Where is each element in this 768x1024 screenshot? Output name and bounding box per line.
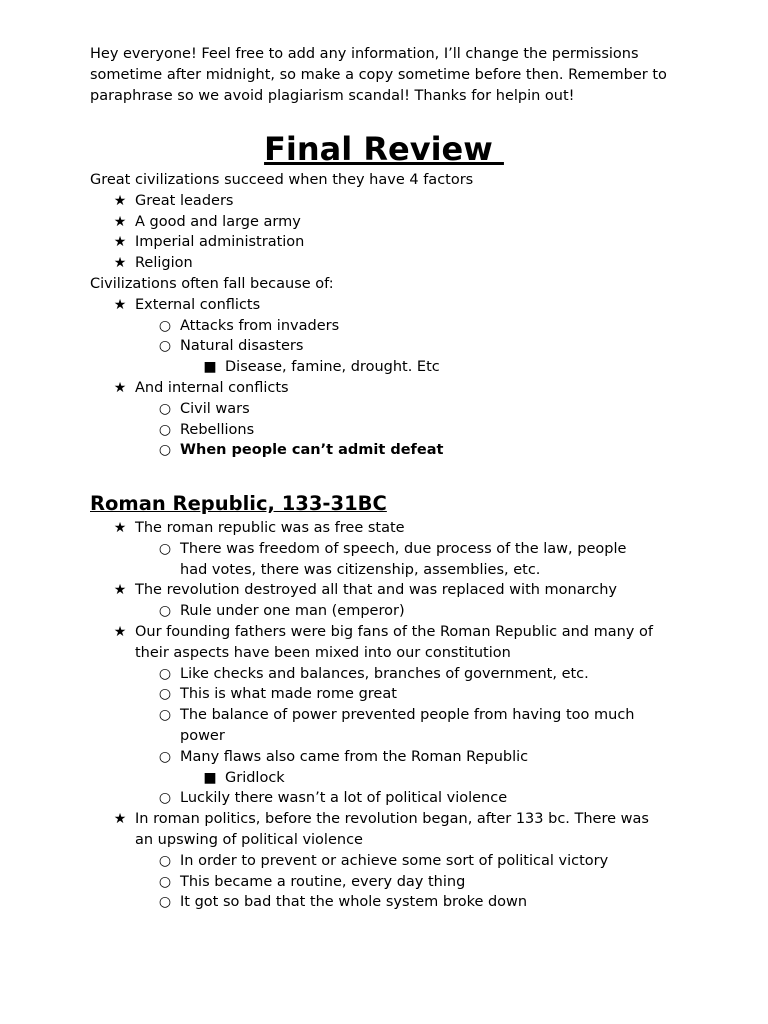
outline-item (90, 420, 690, 441)
outline-item-text: There was freedom of speech, due process of the law, people (180, 540, 627, 557)
outline-item-text: The revolution destroyed all that and was replaced with monarchy (135, 582, 618, 599)
circle-bullet-icon: ○ (158, 338, 172, 355)
outline-item-text: Many flaws also came from the Roman Republic (180, 748, 529, 765)
outline-item (90, 440, 690, 461)
outline-item-text: Civil wars (180, 400, 250, 417)
circle-bullet-icon: ○ (158, 400, 172, 417)
outline-item-text: In order to prevent or achieve some sort of political victory (180, 852, 609, 869)
outline-item-text: Natural disasters (180, 338, 304, 355)
outline-item (90, 539, 690, 560)
outline-item-text: When people can’t admit defeat (180, 442, 444, 459)
outline-item (90, 851, 690, 872)
outline-item-text: Disease, famine, drought. Etc (225, 359, 440, 376)
star-bullet-icon: ★ (113, 234, 127, 251)
outline-item-text: Rule under one man (emperor) (180, 603, 405, 620)
outline-item-text: Like checks and balances, branches of government, etc. (180, 665, 589, 682)
square-bullet-icon: ■ (203, 359, 217, 376)
outline-item-text: The roman republic was as free state (135, 520, 405, 536)
star-bullet-icon: ★ (113, 255, 127, 272)
outline-item-text: This is what made rome great (180, 686, 397, 703)
outline-item-text: It got so bad that the whole system broke down (180, 894, 528, 911)
outline-item (90, 232, 690, 253)
section-heading: Roman Republic, 133-31BC (90, 492, 387, 515)
outline-item (90, 378, 690, 399)
outline-item (90, 336, 690, 357)
outline-item (90, 747, 690, 768)
outline-item-text: Great leaders (135, 192, 234, 209)
circle-bullet-icon: ○ (158, 894, 172, 911)
outline-item (90, 357, 690, 378)
outline-item-text: In roman politics, before the revolution began, after 133 bc. There was (135, 811, 649, 828)
outline-item (90, 316, 690, 337)
outline-item-text: Great civilizations succeed when they have 4 factors (90, 172, 474, 188)
circle-bullet-icon: ○ (158, 421, 172, 438)
outline-item-text: Religion (135, 255, 193, 272)
star-bullet-icon: ★ (113, 296, 127, 313)
outline-item (90, 560, 690, 581)
outline-item (90, 580, 690, 601)
star-bullet-icon: ★ (113, 811, 127, 828)
civilizations-outline (90, 170, 690, 461)
outline-item-text: The balance of power prevented people from having too much (180, 707, 635, 724)
outline-item (90, 705, 690, 726)
outline-item-text: power (180, 727, 225, 744)
circle-bullet-icon: ○ (158, 873, 172, 890)
outline-item (90, 809, 690, 830)
outline-item-text: Our founding fathers were big fans of the Roman Republic and many of (135, 623, 653, 640)
outline-item (90, 295, 690, 316)
page-title: Final Review (264, 130, 504, 168)
outline-item (90, 622, 690, 643)
circle-bullet-icon: ○ (158, 317, 172, 334)
outline-item-text: Imperial administration (135, 234, 305, 251)
circle-bullet-icon: ○ (158, 442, 172, 459)
circle-bullet-icon: ○ (158, 790, 172, 807)
star-bullet-icon: ★ (113, 213, 127, 230)
intro-paragraph: Hey everyone! Feel free to add any information, I’ll change the permissions sometime after midnight, so make a copy sometime before then. Remember to paraphrase so we avoid plagiarism scandal! Thanks for helpin out! (90, 46, 667, 104)
outline-item (90, 684, 690, 705)
outline-item (90, 518, 690, 539)
circle-bullet-icon: ○ (158, 540, 172, 557)
outline-item-text: External conflicts (135, 296, 261, 313)
outline-item-text: Luckily there wasn’t a lot of political violence (180, 790, 508, 807)
outline-item-text: Civilizations often fall because of: (90, 275, 334, 292)
circle-bullet-icon: ○ (158, 852, 172, 869)
outline-item (90, 830, 690, 851)
outline-item-text: Rebellions (180, 421, 255, 438)
outline-item-text: A good and large army (135, 213, 301, 230)
star-bullet-icon: ★ (113, 623, 127, 640)
outline-item (90, 399, 690, 420)
outline-item (90, 274, 690, 295)
star-bullet-icon: ★ (113, 192, 127, 209)
circle-bullet-icon: ○ (158, 686, 172, 703)
circle-bullet-icon: ○ (158, 707, 172, 724)
star-bullet-icon: ★ (113, 379, 127, 396)
square-bullet-icon: ■ (203, 769, 217, 786)
outline-item-text: an upswing of political violence (135, 831, 363, 848)
outline-item (90, 664, 690, 685)
outline-item-text: their aspects have been mixed into our constitution (135, 644, 511, 661)
outline-item (90, 872, 690, 893)
outline-item (90, 788, 690, 809)
circle-bullet-icon: ○ (158, 665, 172, 682)
outline-item (90, 191, 690, 212)
outline-item (90, 726, 690, 747)
outline-item-text: had votes, there was citizenship, assemblies, etc. (180, 561, 541, 578)
roman-republic-outline (90, 518, 690, 913)
outline-item (90, 601, 690, 622)
outline-item-text: This became a routine, every day thing (180, 873, 466, 890)
outline-item-text: And internal conflicts (135, 379, 289, 396)
outline-item (90, 212, 690, 233)
outline-item (90, 643, 690, 664)
outline-item (90, 892, 690, 913)
star-bullet-icon: ★ (113, 520, 127, 536)
outline-item (90, 253, 690, 274)
outline-item-text: Gridlock (225, 769, 285, 786)
circle-bullet-icon: ○ (158, 603, 172, 620)
circle-bullet-icon: ○ (158, 748, 172, 765)
outline-item (90, 170, 690, 191)
star-bullet-icon: ★ (113, 582, 127, 599)
outline-item-text: Attacks from invaders (180, 317, 340, 334)
outline-item (90, 768, 690, 789)
